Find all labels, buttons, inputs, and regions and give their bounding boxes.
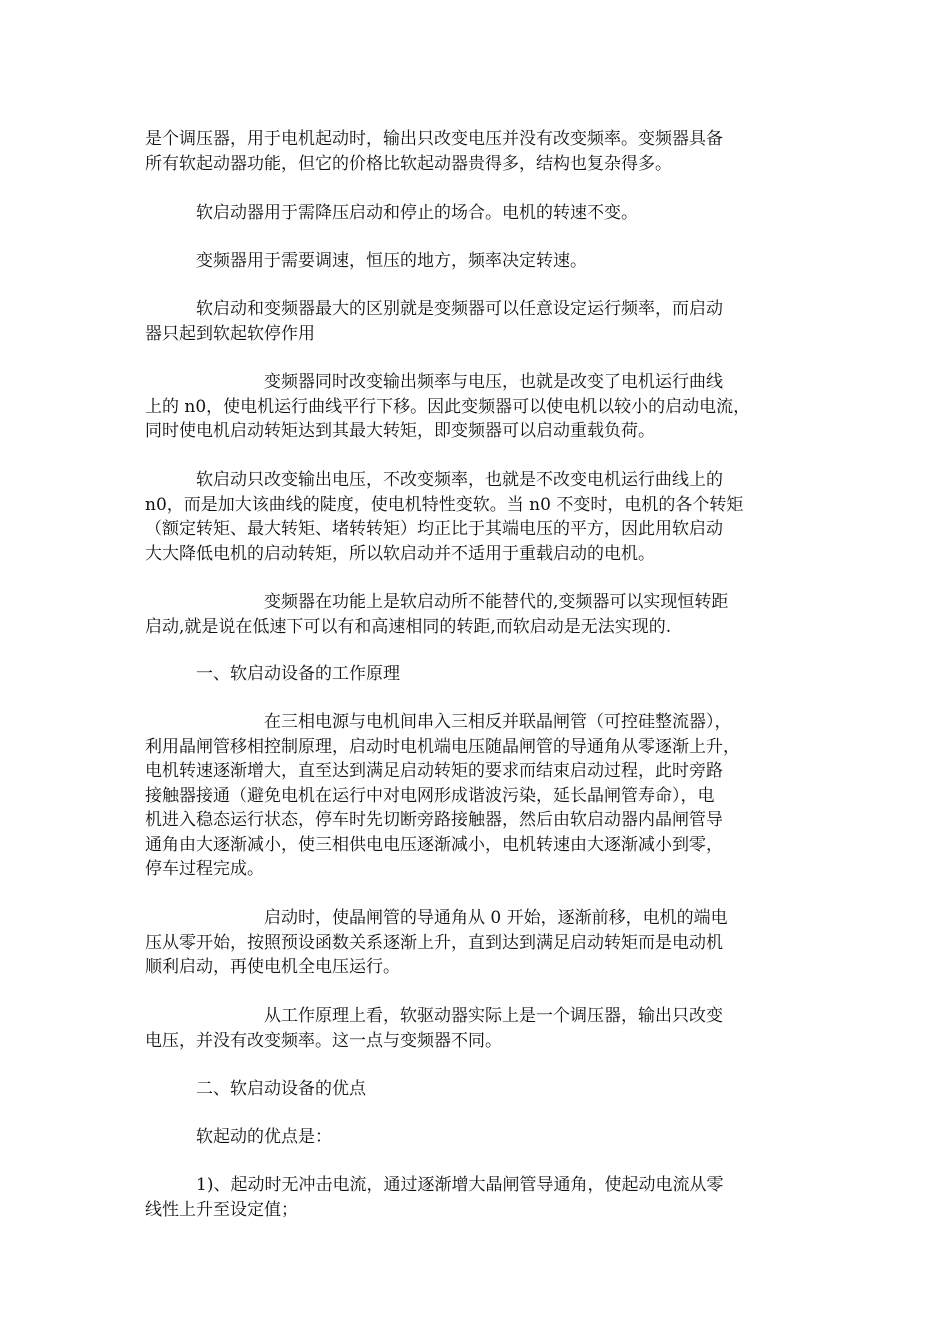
text-line: 从工作原理上看，软驱动器实际上是一个调压器，输出只改变 — [145, 1006, 723, 1026]
text-line: 机进入稳态运行状态，停车时先切断旁路接触器，然后由软启动器内晶闸管导 — [145, 810, 723, 830]
text-line: 软启动和变频器最大的区别就是变频器可以任意设定运行频率，而启动 — [145, 299, 723, 319]
paragraph — [145, 662, 815, 687]
text-line: 压从零开始，按照预设函数关系逐渐上升，直到达到满足启动转矩而是电动机 — [145, 932, 723, 953]
text-line: n0，而是加大该曲线的陡度，使电机特性变软。当 n0 不变时，电机的各个转矩 — [145, 494, 744, 515]
text-line: 软起动的优点是： — [145, 1127, 332, 1147]
text-line: 同时使电机启动转矩达到其最大转矩，即变频器可以启动重载负荷。 — [145, 421, 655, 441]
text-line: 线性上升至设定值； — [145, 1199, 298, 1220]
paragraph — [145, 1077, 815, 1102]
text-line: 软启动器用于需降压启动和停止的场合。电机的转速不变。 — [145, 203, 638, 223]
text-line: 变频器用于需要调速，恒压的地方，频率决定转速。 — [145, 251, 587, 271]
text-line: 接触器接通（避免电机在运行中对电网形成谐波污染，延长晶闸管寿命），电 — [145, 785, 715, 806]
text-line: 1)、起动时无冲击电流，通过逐渐增大晶闸管导通角，使起动电流从零 — [145, 1175, 724, 1195]
paragraph — [145, 906, 815, 980]
text-line: 在三相电源与电机间串入三相反并联晶闸管（可控硅整流器）， — [145, 712, 732, 732]
text-line: 变频器在功能上是软启动所不能替代的,变频器可以实现恒转距 — [145, 592, 729, 612]
text-line: 是个调压器，用于电机起动时，输出只改变电压并没有改变频率。变频器具备 — [145, 129, 723, 149]
paragraph — [145, 590, 815, 639]
paragraph — [145, 249, 815, 274]
text-line: 一、软启动设备的工作原理 — [145, 664, 400, 684]
text-line: 启动,就是说在低速下可以有和高速相同的转距,而软启动是无法实现的. — [145, 616, 672, 637]
text-line: 启动时，使晶闸管的导通角从 0 开始，逐渐前移，电机的端电 — [145, 908, 728, 928]
paragraph — [145, 127, 815, 176]
text-line: 停车过程完成。 — [145, 859, 264, 879]
paragraph — [145, 468, 815, 566]
paragraph — [145, 710, 815, 882]
paragraph — [145, 1004, 815, 1053]
text-line: 顺利启动，再使电机全电压运行。 — [145, 957, 400, 977]
text-line: 通角由大逐渐减小，使三相供电电压逐渐减小，电机转速由大逐渐减小到零， — [145, 834, 723, 855]
text-line: 所有软起动器功能，但它的价格比软起动器贵得多，结构也复杂得多。 — [145, 153, 672, 174]
paragraph — [145, 201, 815, 226]
text-line: 利用晶闸管移相控制原理，启动时电机端电压随晶闸管的导通角从零逐渐上升， — [145, 736, 740, 757]
paragraph — [145, 1125, 815, 1150]
text-line: 电机转速逐渐增大，直至达到满足启动转矩的要求而结束启动过程，此时旁路 — [145, 761, 723, 781]
text-line: 软启动只改变输出电压，不改变频率，也就是不改变电机运行曲线上的 — [145, 470, 723, 490]
paragraph — [145, 370, 815, 444]
text-line: 大大降低电机的启动转矩，所以软启动并不适用于重载启动的电机。 — [145, 543, 655, 564]
text-line: （额定转矩、最大转矩、堵转转矩）均正比于其端电压的平方，因此用软启动 — [145, 519, 723, 539]
text-line: 器只起到软起软停作用 — [145, 323, 315, 344]
text-line: 二、软启动设备的优点 — [145, 1079, 366, 1099]
paragraph — [145, 1173, 815, 1222]
text-line: 上的 n0，使电机运行曲线平行下移。因此变频器可以使电机以较小的启动电流， — [145, 396, 751, 417]
paragraph — [145, 297, 815, 346]
text-line: 变频器同时改变输出频率与电压，也就是改变了电机运行曲线 — [145, 372, 723, 392]
text-line: 电压，并没有改变频率。这一点与变频器不同。 — [145, 1030, 502, 1051]
